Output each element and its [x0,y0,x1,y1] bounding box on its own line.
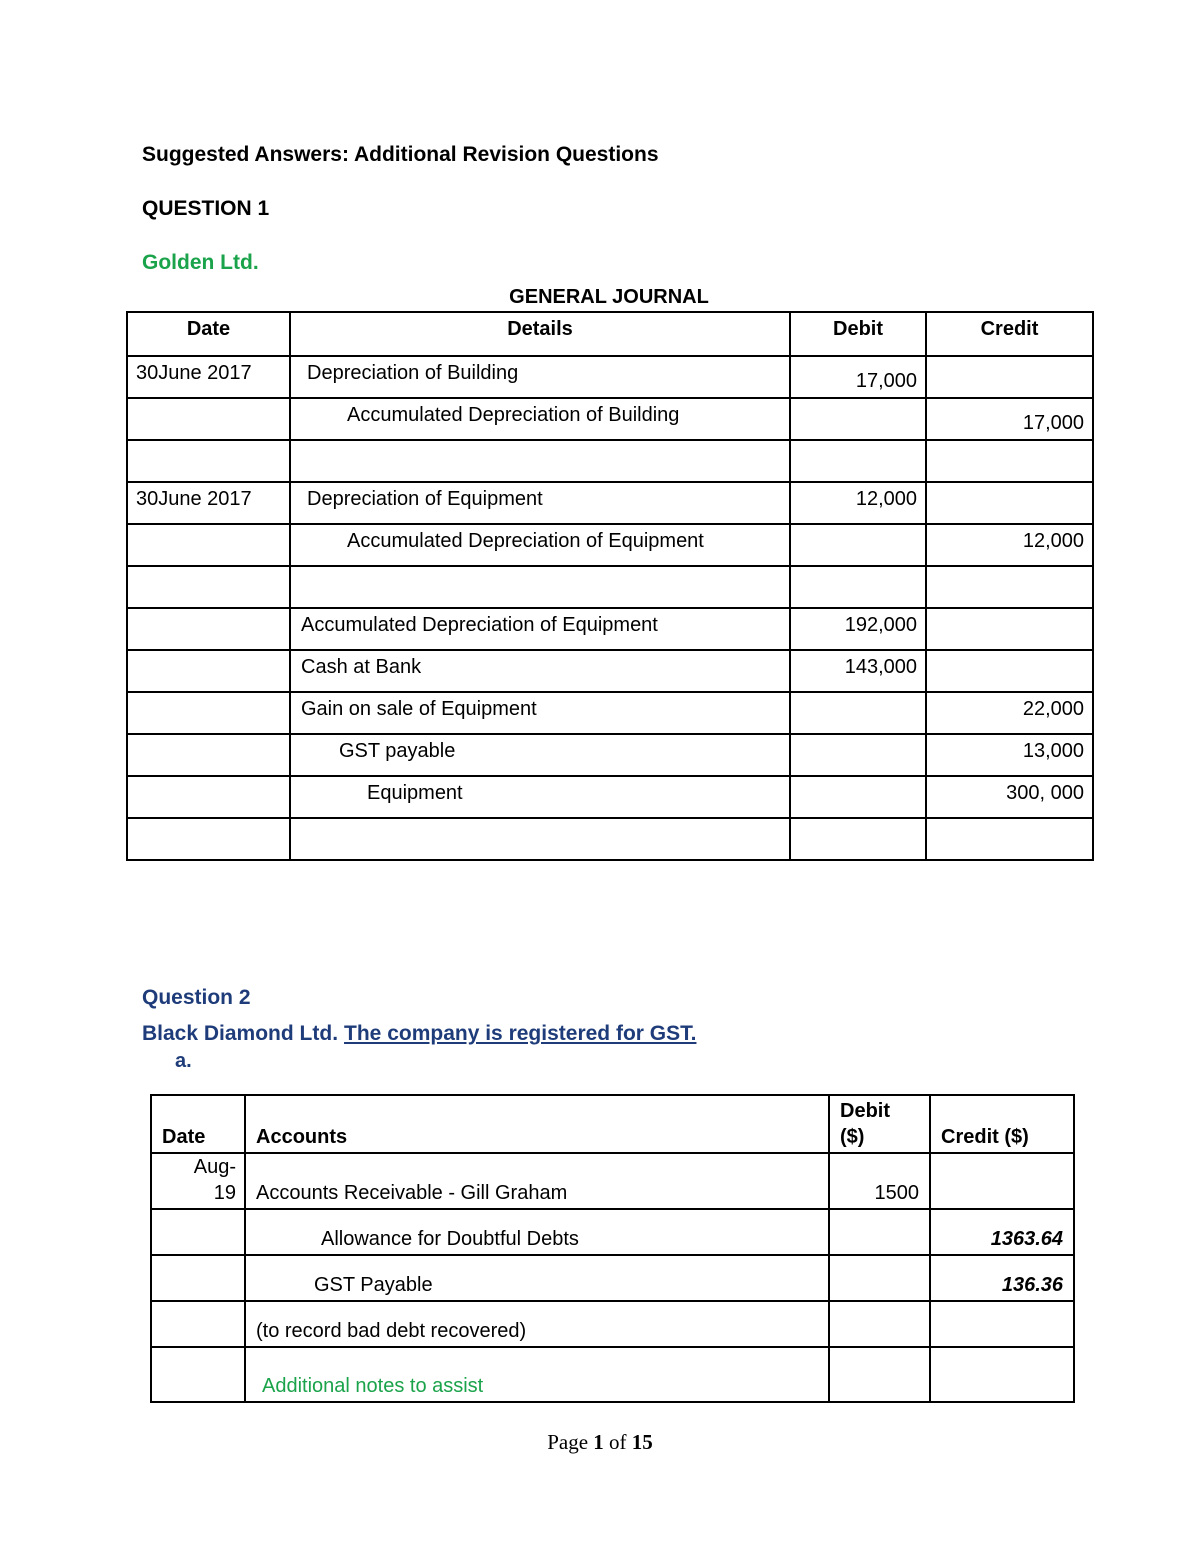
company-name-black-diamond: Black Diamond Ltd. [142,1022,339,1045]
row-details: Gain on sale of Equipment [290,692,790,734]
row-credit: 13,000 [926,734,1093,776]
row-debit [790,692,926,734]
table-row [127,356,1093,398]
column-header-debit [829,1095,930,1153]
row-debit [790,524,926,566]
row-date [151,1209,245,1255]
row-details: Depreciation of Equipment [290,482,790,524]
row-date [127,398,290,440]
row-credit [926,482,1093,524]
row-date-line1: Aug- [193,1156,236,1178]
row-date [127,440,290,482]
row-date [127,776,290,818]
footer-middle: of [603,1430,632,1454]
question-2-heading: Question 2 [142,986,251,1009]
row-credit [926,440,1093,482]
table-row [127,524,1093,566]
row-debit [790,566,926,608]
debit-header-line2: ($) [840,1126,865,1148]
row-credit: 136.36 [930,1255,1074,1301]
row-account: (to record bad debt recovered) [245,1301,829,1347]
row-date [127,650,290,692]
row-debit: 192,000 [790,608,926,650]
gst-registration-note: The company is registered for GST. [344,1022,697,1045]
row-account: Accounts Receivable - Gill Graham [245,1153,829,1209]
row-debit [829,1301,930,1347]
row-date [127,818,290,860]
table-row [151,1209,1074,1255]
row-date [127,734,290,776]
row-account: Additional notes to assist [245,1347,829,1402]
table-row [127,734,1093,776]
row-credit [926,608,1093,650]
row-date-line2: 19 [213,1182,236,1204]
row-credit [930,1301,1074,1347]
row-debit [790,776,926,818]
part-a-label: a. [175,1050,192,1072]
column-header-date: Date [151,1095,245,1153]
table-row [151,1153,1074,1209]
row-details: Cash at Bank [290,650,790,692]
row-debit [829,1255,930,1301]
row-details: Equipment [290,776,790,818]
row-debit: 143,000 [790,650,926,692]
row-credit [926,566,1093,608]
document-title: Suggested Answers: Additional Revision Questions [142,143,659,166]
row-date [127,608,290,650]
footer-total-pages: 15 [631,1430,653,1454]
row-credit [926,818,1093,860]
column-header-accounts: Accounts [245,1095,829,1153]
debit-header-line1: Debit [840,1100,890,1122]
column-header-date: Date [127,312,290,356]
row-details: Accumulated Depreciation of Equipment [290,608,790,650]
row-debit [790,440,926,482]
table-row [127,398,1093,440]
row-details: GST payable [290,734,790,776]
row-date [151,1301,245,1347]
column-header-details: Details [290,312,790,356]
row-credit: 1363.64 [930,1209,1074,1255]
row-debit [829,1347,930,1402]
question-1-heading: QUESTION 1 [142,197,270,220]
bad-debt-journal-table [150,1094,1075,1403]
table-row [151,1255,1074,1301]
row-debit [790,818,926,860]
row-debit: 17,000 [790,356,926,398]
table-row [127,440,1093,482]
column-header-credit: Credit [926,312,1093,356]
row-debit: 12,000 [790,482,926,524]
company-name-golden: Golden Ltd. [142,251,259,274]
row-details: Accumulated Depreciation of Building [290,398,790,440]
table-header-row [151,1095,1074,1153]
row-details: Depreciation of Building [290,356,790,398]
row-account: Allowance for Doubtful Debts [245,1209,829,1255]
table-row [151,1301,1074,1347]
row-debit: 1500 [829,1153,930,1209]
row-credit: 22,000 [926,692,1093,734]
row-details [290,440,790,482]
table-row [127,818,1093,860]
row-date [127,524,290,566]
row-credit: 17,000 [926,398,1093,440]
row-debit [829,1209,930,1255]
table-row [151,1347,1074,1402]
general-journal-table [126,311,1094,861]
footer-prefix: Page [547,1430,594,1454]
row-credit: 300, 000 [926,776,1093,818]
row-credit: 12,000 [926,524,1093,566]
row-date [151,1255,245,1301]
column-header-debit: Debit [790,312,926,356]
table-row [127,692,1093,734]
table-row [127,482,1093,524]
row-date [151,1347,245,1402]
row-credit [926,356,1093,398]
row-credit [930,1347,1074,1402]
table-row [127,566,1093,608]
question-2-company-line [142,1022,696,1046]
row-debit [790,734,926,776]
row-date [127,692,290,734]
table-row [127,608,1093,650]
row-date: 30June 2017 [127,482,290,524]
row-account: GST Payable [245,1255,829,1301]
table-header-row [127,312,1093,356]
row-credit [926,650,1093,692]
page-footer [0,1430,1200,1455]
table-row [127,650,1093,692]
footer-current-page: 1 [593,1430,604,1454]
table-row [127,776,1093,818]
row-details: Accumulated Depreciation of Equipment [290,524,790,566]
row-credit [930,1153,1074,1209]
column-header-credit: Credit ($) [930,1095,1074,1153]
row-date [151,1153,245,1209]
row-date [127,566,290,608]
row-details [290,566,790,608]
general-journal-title: GENERAL JOURNAL [509,286,709,308]
row-details [290,818,790,860]
row-date: 30June 2017 [127,356,290,398]
row-debit [790,398,926,440]
